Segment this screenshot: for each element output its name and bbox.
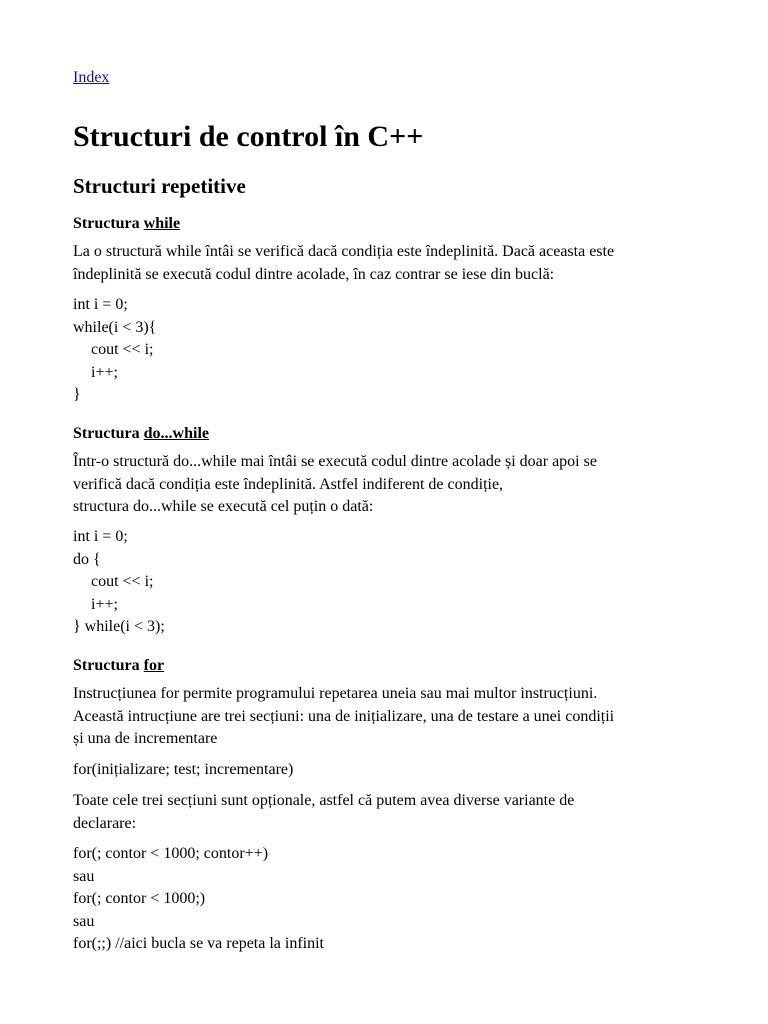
code-line: int i = 0; [73,528,128,545]
for-syntax [73,759,703,782]
for-note [73,790,703,835]
code-line: i++; [91,595,118,613]
code-line: sau [73,912,95,930]
for-description-line: și una de incrementare [73,730,218,747]
for-note-line: declarare: [73,814,137,832]
for-note-line: Toate cele trei secțiuni sunt opționale, astfel că putem avea diverse variante de [73,792,575,809]
for-heading-prefix: Structura [73,657,144,674]
index-link[interactable]: Index [73,69,110,86]
while-heading-prefix: Structura [73,215,144,232]
while-description-line: îndeplinită se execută codul dintre acolade, în caz contrar se iese din buclă: [73,265,555,283]
code-line: int i = 0; [73,296,128,313]
for-variants [73,843,703,956]
for-heading-keyword: for [143,657,165,674]
code-line: i++; [91,363,118,381]
code-line: cout << i; [91,573,154,590]
for-syntax-line: for(inițializare; test; incrementare) [73,761,294,778]
do-while-code [73,526,703,639]
code-line: for(;;) //aici bucla se va repeta la infinit [73,935,324,952]
while-description-line: La o structură while întâi se verifică dacă condiția este îndeplinită. Dacă aceasta este [73,243,615,260]
while-code [73,294,703,407]
code-line: } while(i < 3); [73,618,165,635]
do-while-description-line: verifică dacă condiția este îndeplinită. Astfel indiferent de condiție, [73,475,504,493]
do-while-description-line: Într-o structură do...while mai întâi se execută codul dintre acolade și doar apoi se [73,453,597,470]
code-line: while(i < 3){ [73,318,157,336]
code-line: do { [73,550,101,568]
code-line: for(; contor < 1000;) [73,890,206,907]
while-description [73,241,703,286]
do-while-heading-prefix: Structura [73,425,144,442]
while-heading-keyword: while [143,215,181,232]
for-description-line: Această intrucțiune are trei secțiuni: una de inițializare, una de testare a unei condiții [73,707,615,725]
do-while-heading-keyword: do...while [143,425,209,442]
while-heading [73,213,180,235]
code-line: cout << i; [91,341,154,358]
code-line: } [73,386,81,403]
for-heading [73,655,164,677]
section-title: Structuri repetitive [73,174,246,198]
do-while-description-line: structura do...while se execută cel puțin o dată: [73,498,374,515]
for-description-line: Instrucțiunea for permite programului repetarea uneia sau mai multor instrucțiuni. [73,685,598,702]
code-line: sau [73,867,95,885]
page-title: Structuri de control în C++ [73,120,424,153]
code-line: for(; contor < 1000; contor++) [73,845,269,862]
do-while-description [73,451,703,519]
for-description [73,683,703,751]
do-while-heading [73,423,209,445]
